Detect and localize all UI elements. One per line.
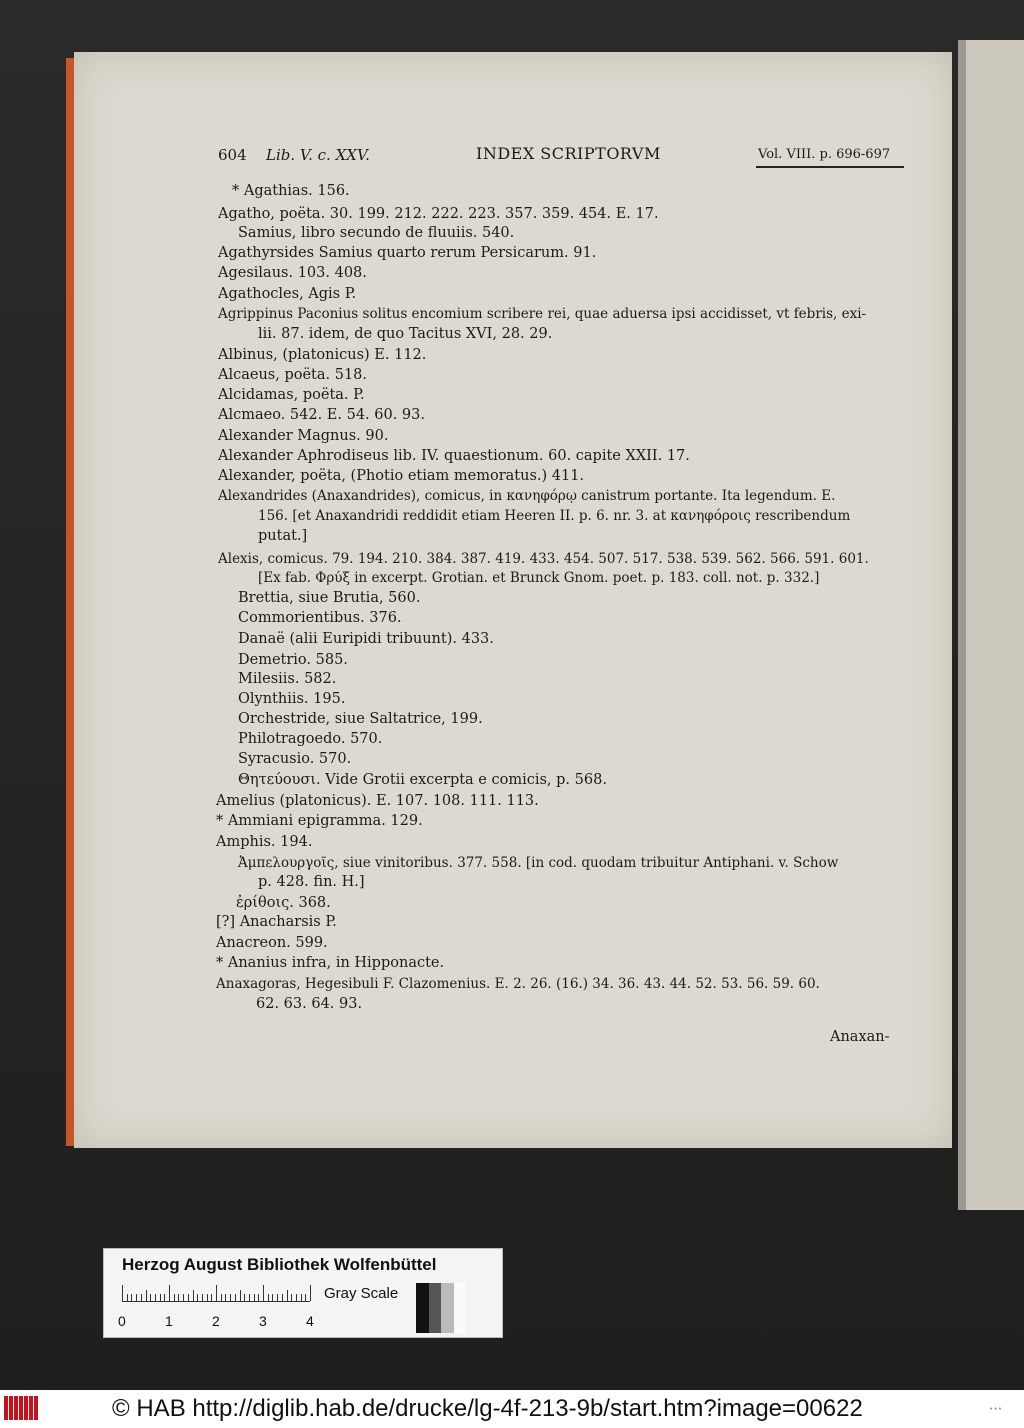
ruler-tick — [268, 1294, 269, 1301]
ruler-tick — [244, 1294, 245, 1301]
gray-scale-swatch — [416, 1283, 466, 1333]
ruler-tick — [188, 1294, 189, 1301]
entry-line: Alexander Magnus. 90. — [218, 428, 389, 444]
ruler-tick — [305, 1294, 306, 1301]
ruler-tick — [193, 1290, 194, 1301]
ruler-tick — [183, 1294, 184, 1301]
entry-line: putat.] — [258, 528, 308, 544]
entry-line: Alexis, comicus. 79. 194. 210. 384. 387. 419. 433. 454. 507. 517. 538. 539. 562. 566. 591. 601. — [218, 551, 869, 567]
entry-line: 62. 63. 64. 93. — [256, 996, 363, 1012]
ruler-tick — [174, 1294, 175, 1301]
entry-line: Albinus, (platonicus) E. 112. — [218, 347, 427, 363]
scale-number: 3 — [259, 1313, 267, 1329]
entry-line: Brettia, siue Brutia, 560. — [238, 590, 421, 606]
entry-line: Agesilaus. 103. 408. — [218, 265, 367, 281]
entry-line: Agathyrsides Samius quarto rerum Persicarum. 91. — [218, 245, 597, 261]
ruler-tick — [131, 1294, 132, 1301]
entry-line: lii. 87. idem, de quo Tacitus XVI, 28. 29. — [258, 326, 553, 342]
ruler-tick — [310, 1285, 311, 1301]
entry-line: Samius, libro secundo de fluuiis. 540. — [238, 225, 515, 241]
ruler-tick — [221, 1294, 222, 1301]
scale-number: 4 — [306, 1313, 314, 1329]
entry-line: Amphis. 194. — [216, 834, 313, 850]
entry-line: Danaë (alii Euripidi tribuunt). 433. — [238, 631, 494, 647]
ruler-tick — [202, 1294, 203, 1301]
entry-line: [Ex fab. Φρύξ in excerpt. Grotian. et Brunck Gnom. poet. p. 183. coll. not. p. 332.] — [258, 570, 820, 586]
header-rule — [756, 166, 904, 168]
entry-line: * Ammiani epigramma. 129. — [216, 813, 423, 829]
entry-line: Alcmaeo. 542. E. 54. 60. 93. — [218, 407, 425, 423]
ruler-tick — [216, 1285, 217, 1301]
library-name: Herzog August Bibliothek Wolfenbüttel — [122, 1255, 437, 1274]
entry-line: Alexandrides (Anaxandrides), comicus, in κανηφόρῳ canistrum portante. Ita legendum. E. — [218, 488, 836, 504]
entry-line: Demetrio. 585. — [238, 652, 348, 668]
entry-line: Anacreon. 599. — [216, 935, 328, 951]
entry-line: Alcaeus, poëta. 518. — [218, 367, 368, 383]
ruler-tick — [155, 1294, 156, 1301]
ruler-tick — [254, 1294, 255, 1301]
entry-line: Alexander Aphrodiseus lib. IV. quaestionum. 60. capite XXII. 17. — [218, 448, 690, 464]
scale-number: 1 — [165, 1313, 173, 1329]
ruler-tick — [197, 1294, 198, 1301]
ruler-tick — [258, 1294, 259, 1301]
color-bar — [103, 1248, 503, 1338]
ruler-tick — [178, 1294, 179, 1301]
page-number: 604 — [218, 146, 247, 164]
entry-line: Agatho, poëta. 30. 199. 212. 222. 223. 357. 359. 454. E. 17. — [218, 206, 659, 222]
volume-ref: Vol. VIII. p. 696-697 — [758, 147, 891, 162]
hab-logo-icon — [4, 1396, 42, 1422]
ruler-tick — [207, 1294, 208, 1301]
ruler-tick — [146, 1290, 147, 1301]
ruler-tick — [296, 1294, 297, 1301]
ruler-tick — [287, 1290, 288, 1301]
page-title: INDEX SCRIPTORVM — [476, 144, 661, 163]
entry-line: 156. [et Anaxandridi reddidit etiam Heeren II. p. 6. nr. 3. at κανηφόροις rescribendum — [258, 508, 851, 524]
credit-link[interactable]: © HAB http://diglib.hab.de/drucke/lg-4f-213-9b/start.htm?image=00622 — [112, 1395, 863, 1422]
ruler-tick — [277, 1294, 278, 1301]
ruler-tick — [122, 1285, 123, 1301]
entry-line: Agrippinus Paconius solitus encomium scribere rei, quae aduersa ipsi accidisset, vt febris, exi- — [218, 306, 867, 322]
entry-line: Milesiis. 582. — [238, 671, 337, 687]
entry-line: Philotragoedo. 570. — [238, 731, 383, 747]
entry-line: Olynthiis. 195. — [238, 691, 346, 707]
facing-page-edge — [958, 40, 1024, 1210]
ruler-tick — [301, 1294, 302, 1301]
entry-line: [?] Anacharsis P. — [216, 914, 337, 930]
section-ref: Lib. V. c. XXV. — [266, 146, 370, 164]
ruler-tick — [169, 1285, 170, 1301]
ruler-tick — [230, 1294, 231, 1301]
entry-line: Θητεύουσι. Vide Grotii excerpta e comicis, p. 568. — [238, 772, 607, 788]
entry-line: Alcidamas, poëta. P. — [218, 387, 365, 403]
ruler-tick — [136, 1294, 137, 1301]
scale-ruler — [122, 1285, 310, 1302]
ruler-tick — [263, 1285, 264, 1301]
ruler-tick — [160, 1294, 161, 1301]
entry-line: Ἀμπελουργοῖς, siue vinitoribus. 377. 558. [in cod. quodam tribuitur Antiphani. v. Schow — [238, 855, 839, 871]
entry-line: Orchestride, siue Saltatrice, 199. — [238, 711, 483, 727]
ruler-tick — [211, 1294, 212, 1301]
entry-line: Anaxagoras, Hegesibuli F. Clazomenius. E. 2. 26. (16.) 34. 36. 43. 44. 52. 53. 56. 59. 60. — [216, 976, 820, 992]
ruler-tick — [240, 1290, 241, 1301]
scale-number: 2 — [212, 1313, 220, 1329]
entry-line: * Ananius infra, in Hipponacte. — [216, 955, 445, 971]
entry-line: * Agathias. 156. — [232, 183, 350, 199]
entry-line: p. 428. fin. H.] — [258, 874, 365, 890]
entry-line: ἐρίθοις. 368. — [236, 895, 331, 911]
entry-line: Commorientibus. 376. — [238, 610, 402, 626]
entry-line: Amelius (platonicus). E. 107. 108. 111. 113. — [216, 793, 539, 809]
ruler-tick — [249, 1294, 250, 1301]
entry-line: Syracusio. 570. — [238, 751, 352, 767]
scale-number: 0 — [118, 1313, 126, 1329]
ruler-tick — [282, 1294, 283, 1301]
dots-icon: • • • — [990, 1406, 1002, 1413]
ruler-tick — [272, 1294, 273, 1301]
ruler-tick — [235, 1294, 236, 1301]
ruler-tick — [225, 1294, 226, 1301]
footer — [0, 1390, 1024, 1428]
ruler-tick — [291, 1294, 292, 1301]
ruler-tick — [141, 1294, 142, 1301]
entry-line: Agathocles, Agis P. — [218, 286, 357, 302]
gray-scale-label: Gray Scale — [324, 1285, 399, 1302]
ruler-tick — [127, 1294, 128, 1301]
entry-line: Alexander, poëta, (Photio etiam memoratus.) 411. — [218, 468, 585, 484]
ruler-tick — [164, 1294, 165, 1301]
ruler-tick — [150, 1294, 151, 1301]
catchword: Anaxan- — [830, 1029, 890, 1045]
